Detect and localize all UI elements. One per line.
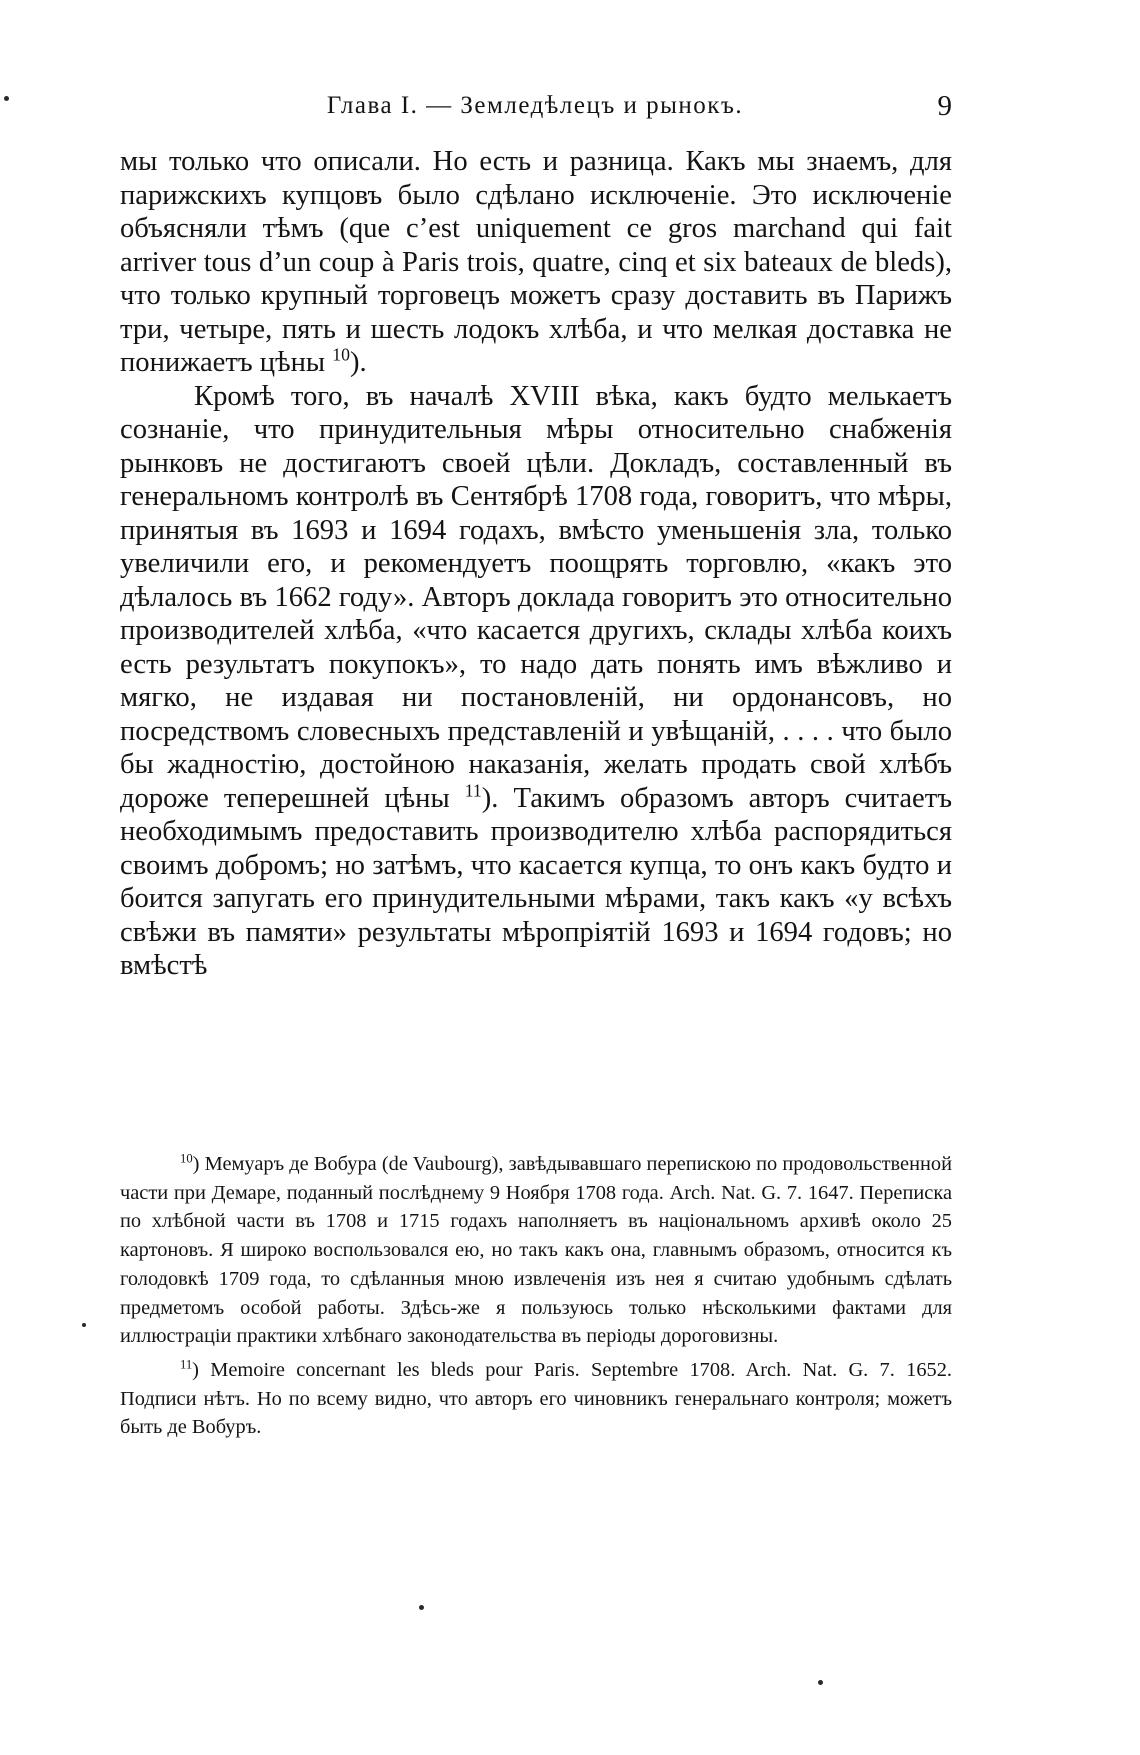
footnote-ref-11: 11	[464, 779, 482, 800]
footnote-10	[120, 1150, 952, 1351]
paragraph-2-text-b: ). Такимъ образомъ авторъ считаетъ необходимымъ предоставить производителю хлѣба распорядиться своимъ добромъ; но затѣмъ, что касается купца, то онъ какъ будто и боится запугать его принудительными мѣрами, такъ какъ «у всѣхъ свѣжи въ памяти» результаты мѣропріятій 1693 и 1694 годовъ; но вмѣстѣ	[120, 782, 952, 981]
footnote-text: ) Мемуаръ де Вобура (de Vaubourg), завѣдывавшаго перепискою по продовольственной части при Демаре, поданный послѣднему 9 Ноября 1708 года. Arch. Nat. G. 7. 1647. Переписка по хлѣбной части въ 1708 и 1715 годахъ наполняетъ въ національномъ архивѣ около 25 картоновъ. Я широко воспользовался ею, но такъ какъ она, главнымъ образомъ, относится къ голодовкѣ 1709 года, то сдѣланныя мною извлеченія изъ нея я считаю удобнымъ сдѣлать предметомъ особой работы. Здѣсь-же я пользуюсь только нѣсколькими фактами для иллюстраціи практики хлѣбнаго законодательства въ періоды дороговизны.	[120, 1153, 952, 1348]
scan-speck	[82, 1323, 86, 1327]
footnote-11	[120, 1356, 952, 1442]
scan-speck	[818, 1680, 823, 1685]
scan-speck	[419, 1605, 424, 1610]
footnotes	[120, 1150, 952, 1447]
paragraph-1	[120, 145, 952, 380]
paragraph-2	[120, 380, 952, 983]
paragraph-1-text: мы только что описали. Но есть и разница. Какъ мы знаемъ, для парижскихъ купцовъ было сдѣлано исключеніе. Это исключеніе объясняли тѣмъ (que c’est uniquement ce gros marchand qui fait arriver tous d’un coup à Paris trois, quatre, cinq et six bateaux de bleds), что только крупный торговецъ можетъ сразу доставить въ Парижъ три, четыре, пять и шесть лодокъ хлѣба, и что мелкая доставка не понижаетъ цѣны	[120, 146, 952, 378]
footnote-text: ) Memoire concernant les bleds pour Paris. Septembre 1708. Arch. Nat. G. 7. 1652. Подписи нѣтъ. Но по всему видно, что авторъ его чиновникъ генеральнаго контроля; можетъ быть де Вобуръ.	[120, 1358, 952, 1439]
paragraph-2-text-a: Кромѣ того, въ началѣ XVIII вѣка, какъ будто мелькаетъ сознаніе, что принудительныя мѣры относительно снабженія рынковъ не достигаютъ своей цѣли. Докладъ, составленный въ генеральномъ контролѣ въ Сентябрѣ 1708 года, говоритъ, что мѣры, принятыя въ 1693 и 1694 годахъ, вмѣсто уменьшенія зла, только увеличили его, и рекомендуетъ поощрять торговлю, «какъ это дѣлалось въ 1662 году». Авторъ доклада говоритъ это относительно производителей хлѣба, «что касается другихъ, склады хлѣба коихъ есть результатъ покупокъ», то надо дать понять имъ вѣжливо и мягко, не издавая ни постановленій, ни ордонансовъ, но посредствомъ словесныхъ представленій и увѣщаній, . . . . что было бы жадностію, достойною наказанія, желать продать свой хлѣбъ дороже теперешней цѣны	[120, 380, 952, 814]
paragraph-1-end: ).	[349, 347, 367, 378]
footnote-ref-10: 10	[332, 344, 350, 365]
chapter-title: Глава I. — Земледѣлецъ и рынокъ.	[326, 92, 744, 119]
scan-speck	[4, 96, 9, 101]
footnote-marker: 10	[180, 1151, 193, 1166]
footnote-marker: 11	[180, 1357, 193, 1372]
running-head	[120, 86, 950, 126]
page-number: 9	[937, 90, 952, 122]
main-text	[120, 145, 952, 983]
